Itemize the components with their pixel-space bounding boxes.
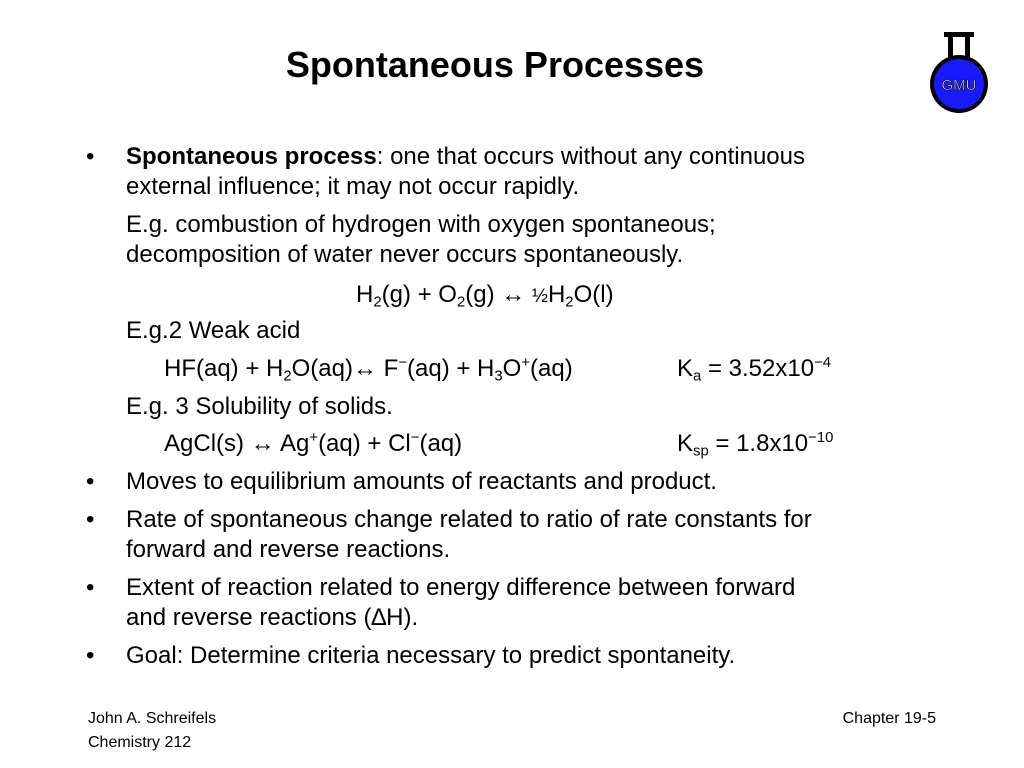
equilibrium-arrow-icon: ↔ — [501, 281, 526, 308]
bullet-1-line-2: external influence; it may not occur rapidly. — [126, 173, 580, 200]
equilibrium-arrow-icon: ↔ — [250, 430, 275, 457]
page-title: Spontaneous Processes — [285, 44, 705, 85]
equation-water-formation: $H_2(g) + O_2(g)$ ↔ $\frac{1}{2}H_2O(l)$ — [356, 281, 614, 311]
footer-author: John A. Schreifels — [88, 710, 217, 727]
example-1-line-1: E.g. combustion of hydrogen with oxygen spontaneous; — [126, 211, 716, 238]
bullet-extent-line-2: and reverse reactions (∆H). — [126, 604, 419, 631]
bullet-marker: • — [86, 506, 95, 533]
footer-course: Chemistry 212 — [88, 734, 192, 751]
bullet-marker: • — [86, 143, 95, 170]
bullet-extent-line-1: Extent of reaction related to energy difference between forward — [126, 574, 796, 601]
bullet-marker: • — [86, 468, 95, 495]
ksp-value: $K_{sp} = 1.8x10^{-10}$ — [677, 430, 834, 460]
delta-icon: ∆ — [371, 604, 387, 631]
bullet-rate-line-2: forward and reverse reactions. — [126, 536, 451, 563]
bullet-goal: Goal: Determine criteria necessary to predict spontaneity. — [126, 642, 736, 669]
equilibrium-arrow-icon: ↔ — [353, 355, 377, 382]
term-spontaneous-process: Spontaneous process — [126, 143, 377, 170]
bullet-spontaneous-process: Spontaneous process: one that occurs without any continuous — [126, 143, 805, 170]
footer-chapter: Chapter 19-5 — [842, 710, 936, 727]
bullet-rate-line-1: Rate of spontaneous change related to ratio of rate constants for — [126, 506, 812, 533]
ka-value: $K_a = 3.52x10^{-4}$ — [677, 355, 832, 385]
bullet-marker: • — [86, 574, 95, 601]
equation-agcl-solubility: AgCl(s) ↔ Ag+(aq) + Cl−(aq) — [164, 430, 463, 457]
equation-weak-acid: $HF(aq) + H_2O(aq)\leftrightarrow$ $F^-(aq) + H_3O^+(aq)$ — [164, 355, 573, 385]
example-3-label: E.g. 3 Solubility of solids. — [126, 393, 393, 420]
example-2-label: E.g.2 Weak acid — [126, 317, 301, 344]
example-1-line-2: decomposition of water never occurs spontaneously. — [126, 241, 684, 268]
bullet-equilibrium-amounts: Moves to equilibrium amounts of reactants and product. — [126, 468, 717, 495]
bullet-marker: • — [86, 642, 95, 669]
logo-text: GMU — [941, 77, 977, 94]
